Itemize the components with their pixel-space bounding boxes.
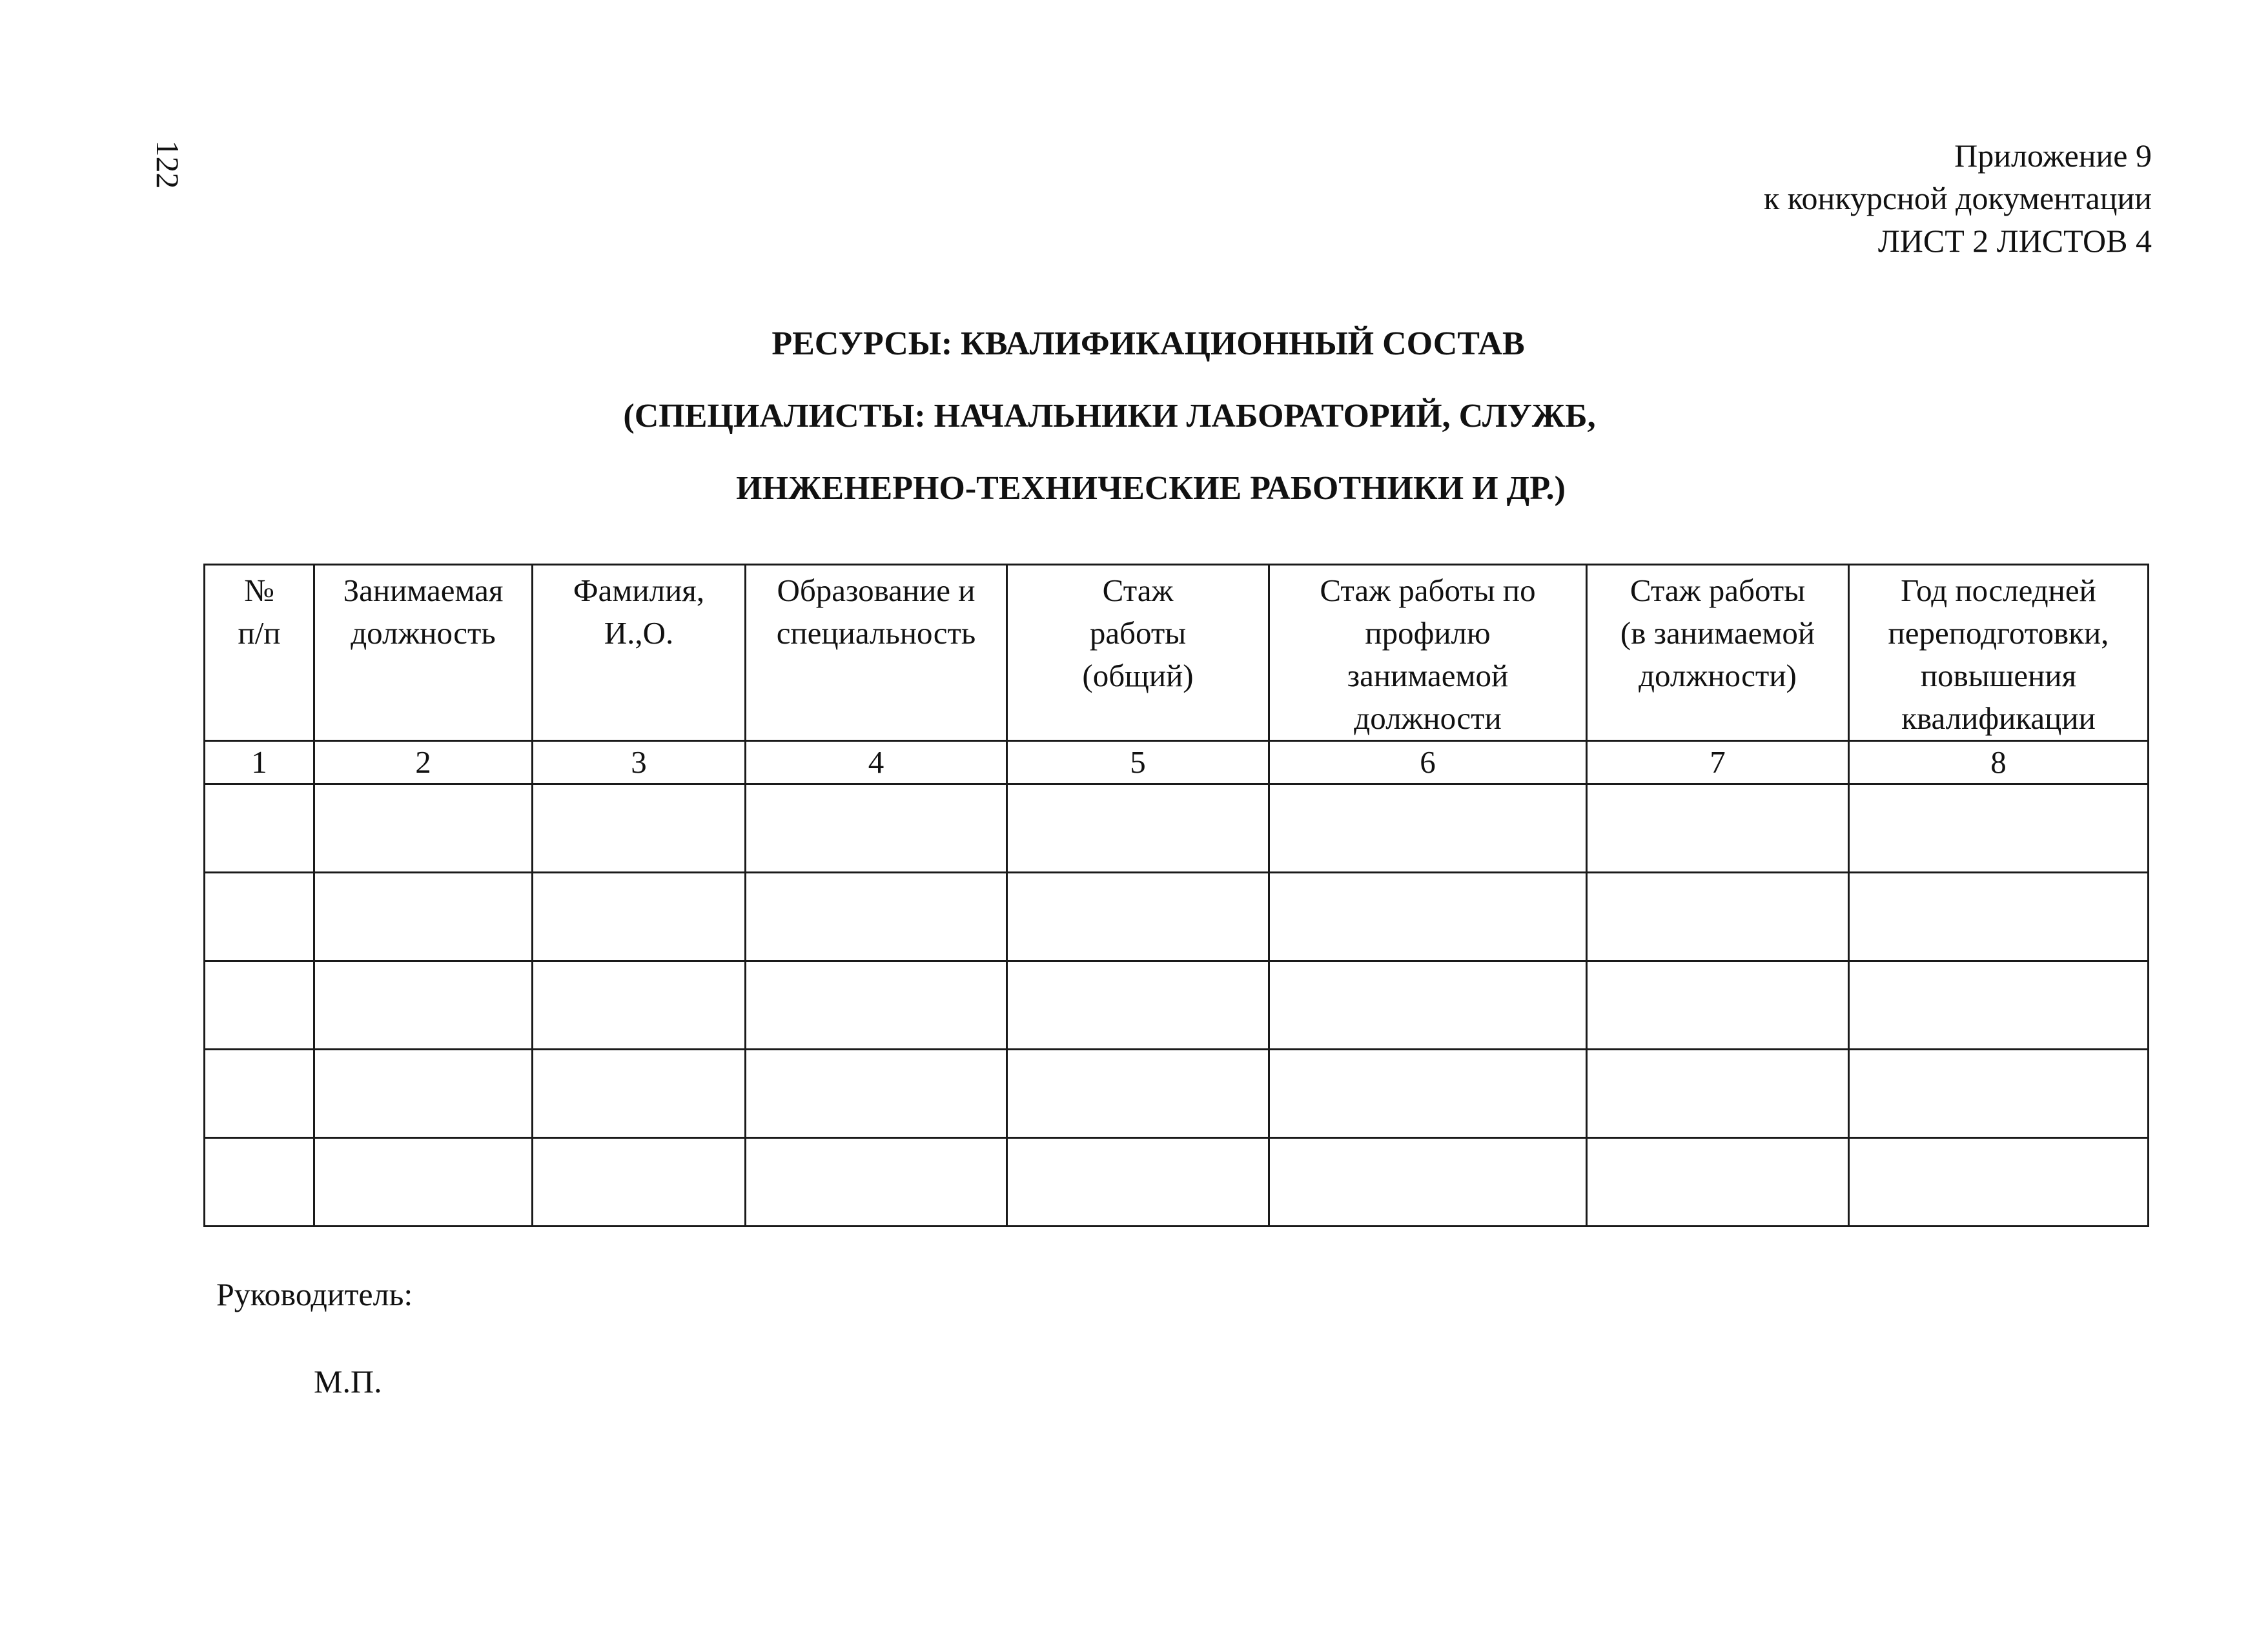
table-cell xyxy=(533,873,746,961)
column-header-text: профилю xyxy=(1365,615,1491,651)
column-header-text: Год последней xyxy=(1901,573,2096,608)
column-header-text: Занимаемая xyxy=(343,573,504,608)
table-cell xyxy=(1007,961,1269,1050)
table-cell xyxy=(533,784,746,873)
column-header-text: должности xyxy=(1354,700,1502,736)
table-cell xyxy=(1849,961,2149,1050)
table-cell xyxy=(533,1138,746,1227)
table-cell xyxy=(746,873,1007,961)
page-number: 122 xyxy=(150,140,186,189)
column-number-cell: 5 xyxy=(1007,741,1269,784)
table-cell xyxy=(1849,1138,2149,1227)
column-header-text: Фамилия, xyxy=(573,573,705,608)
table-cell xyxy=(1269,784,1587,873)
column-header-5 xyxy=(1007,565,1269,741)
column-number-cell: 8 xyxy=(1849,741,2149,784)
column-header-text: Стаж работы xyxy=(1629,573,1806,608)
table-cell xyxy=(1587,1050,1849,1138)
table-cell xyxy=(1587,873,1849,961)
table-cell xyxy=(205,873,314,961)
column-header-2 xyxy=(314,565,533,741)
column-number-cell: 1 xyxy=(205,741,314,784)
column-number-row xyxy=(205,741,2149,784)
table-cell xyxy=(1849,873,2149,961)
signer-label: Руководитель: xyxy=(216,1276,413,1312)
document-title-line-2: (СПЕЦИАЛИСТЫ: НАЧАЛЬНИКИ ЛАБОРАТОРИЙ, СЛУЖБ, xyxy=(623,398,1596,434)
table-cell xyxy=(746,961,1007,1050)
document-title-line-1: РЕСУРСЫ: КВАЛИФИКАЦИОННЫЙ СОСТАВ xyxy=(771,325,1525,362)
appendix-header xyxy=(1764,134,2152,262)
table-cell xyxy=(1269,961,1587,1050)
column-number-cell: 3 xyxy=(533,741,746,784)
column-header-text: (в занимаемой xyxy=(1620,615,1815,651)
appendix-line-1: Приложение 9 xyxy=(1954,138,2152,174)
table-row xyxy=(205,873,2149,961)
column-header-text: должности) xyxy=(1639,658,1797,693)
appendix-line-2: к конкурсной документации xyxy=(1764,180,2152,216)
table-cell xyxy=(1007,873,1269,961)
column-header-text: переподготовки, xyxy=(1888,615,2109,651)
column-header-text: работы xyxy=(1089,615,1187,651)
table-cell xyxy=(314,1138,533,1227)
column-header-text: квалификации xyxy=(1901,700,2096,736)
table-cell xyxy=(746,784,1007,873)
table-cell xyxy=(314,961,533,1050)
table-cell xyxy=(1849,1050,2149,1138)
table-cell xyxy=(1007,1050,1269,1138)
column-header-text: должность xyxy=(351,615,496,651)
table-row xyxy=(205,961,2149,1050)
table-row xyxy=(205,1138,2149,1227)
table-header-row xyxy=(205,565,2149,741)
column-header-text: повышения xyxy=(1920,658,2077,693)
column-header-3 xyxy=(533,565,746,741)
table-row xyxy=(205,784,2149,873)
column-number-cell: 4 xyxy=(746,741,1007,784)
table-cell xyxy=(314,873,533,961)
column-header-text: занимаемой xyxy=(1347,658,1509,693)
table-cell xyxy=(1849,784,2149,873)
table-cell xyxy=(1007,784,1269,873)
column-header-text: Стаж работы по xyxy=(1320,573,1536,608)
table-cell xyxy=(1587,1138,1849,1227)
column-header-text: специальность xyxy=(776,615,976,651)
table-row xyxy=(205,1050,2149,1138)
table-cell xyxy=(746,1138,1007,1227)
table-cell xyxy=(205,1138,314,1227)
column-header-text: № xyxy=(244,573,274,608)
table-cell xyxy=(746,1050,1007,1138)
table-cell xyxy=(1269,1050,1587,1138)
stamp-label: М.П. xyxy=(314,1363,382,1400)
column-header-text: (общий) xyxy=(1082,658,1194,693)
column-header-1 xyxy=(205,565,314,741)
column-header-text: И.,О. xyxy=(604,615,674,651)
table-cell xyxy=(533,961,746,1050)
column-number-cell: 6 xyxy=(1269,741,1587,784)
qualification-staff-table xyxy=(203,564,2149,1227)
column-header-text: п/п xyxy=(238,615,281,651)
document-title-line-3: ИНЖЕНЕРНО-ТЕХНИЧЕСКИЕ РАБОТНИКИ И ДР.) xyxy=(736,470,1566,507)
table-cell xyxy=(205,784,314,873)
column-header-8 xyxy=(1849,565,2149,741)
table-cell xyxy=(533,1050,746,1138)
column-number-cell: 7 xyxy=(1587,741,1849,784)
table-cell xyxy=(1587,961,1849,1050)
column-number-cell: 2 xyxy=(314,741,533,784)
table-cell xyxy=(1587,784,1849,873)
column-header-text: Стаж xyxy=(1102,573,1174,608)
appendix-line-3: ЛИСТ 2 ЛИСТОВ 4 xyxy=(1877,223,2152,259)
table-cell xyxy=(1269,873,1587,961)
table-body xyxy=(205,784,2149,1227)
table-cell xyxy=(1007,1138,1269,1227)
column-header-4 xyxy=(746,565,1007,741)
column-header-6 xyxy=(1269,565,1587,741)
column-header-text: Образование и xyxy=(777,573,976,608)
column-header-7 xyxy=(1587,565,1849,741)
table-cell xyxy=(205,961,314,1050)
table-cell xyxy=(205,1050,314,1138)
table-cell xyxy=(314,1050,533,1138)
table-cell xyxy=(1269,1138,1587,1227)
table-cell xyxy=(314,784,533,873)
